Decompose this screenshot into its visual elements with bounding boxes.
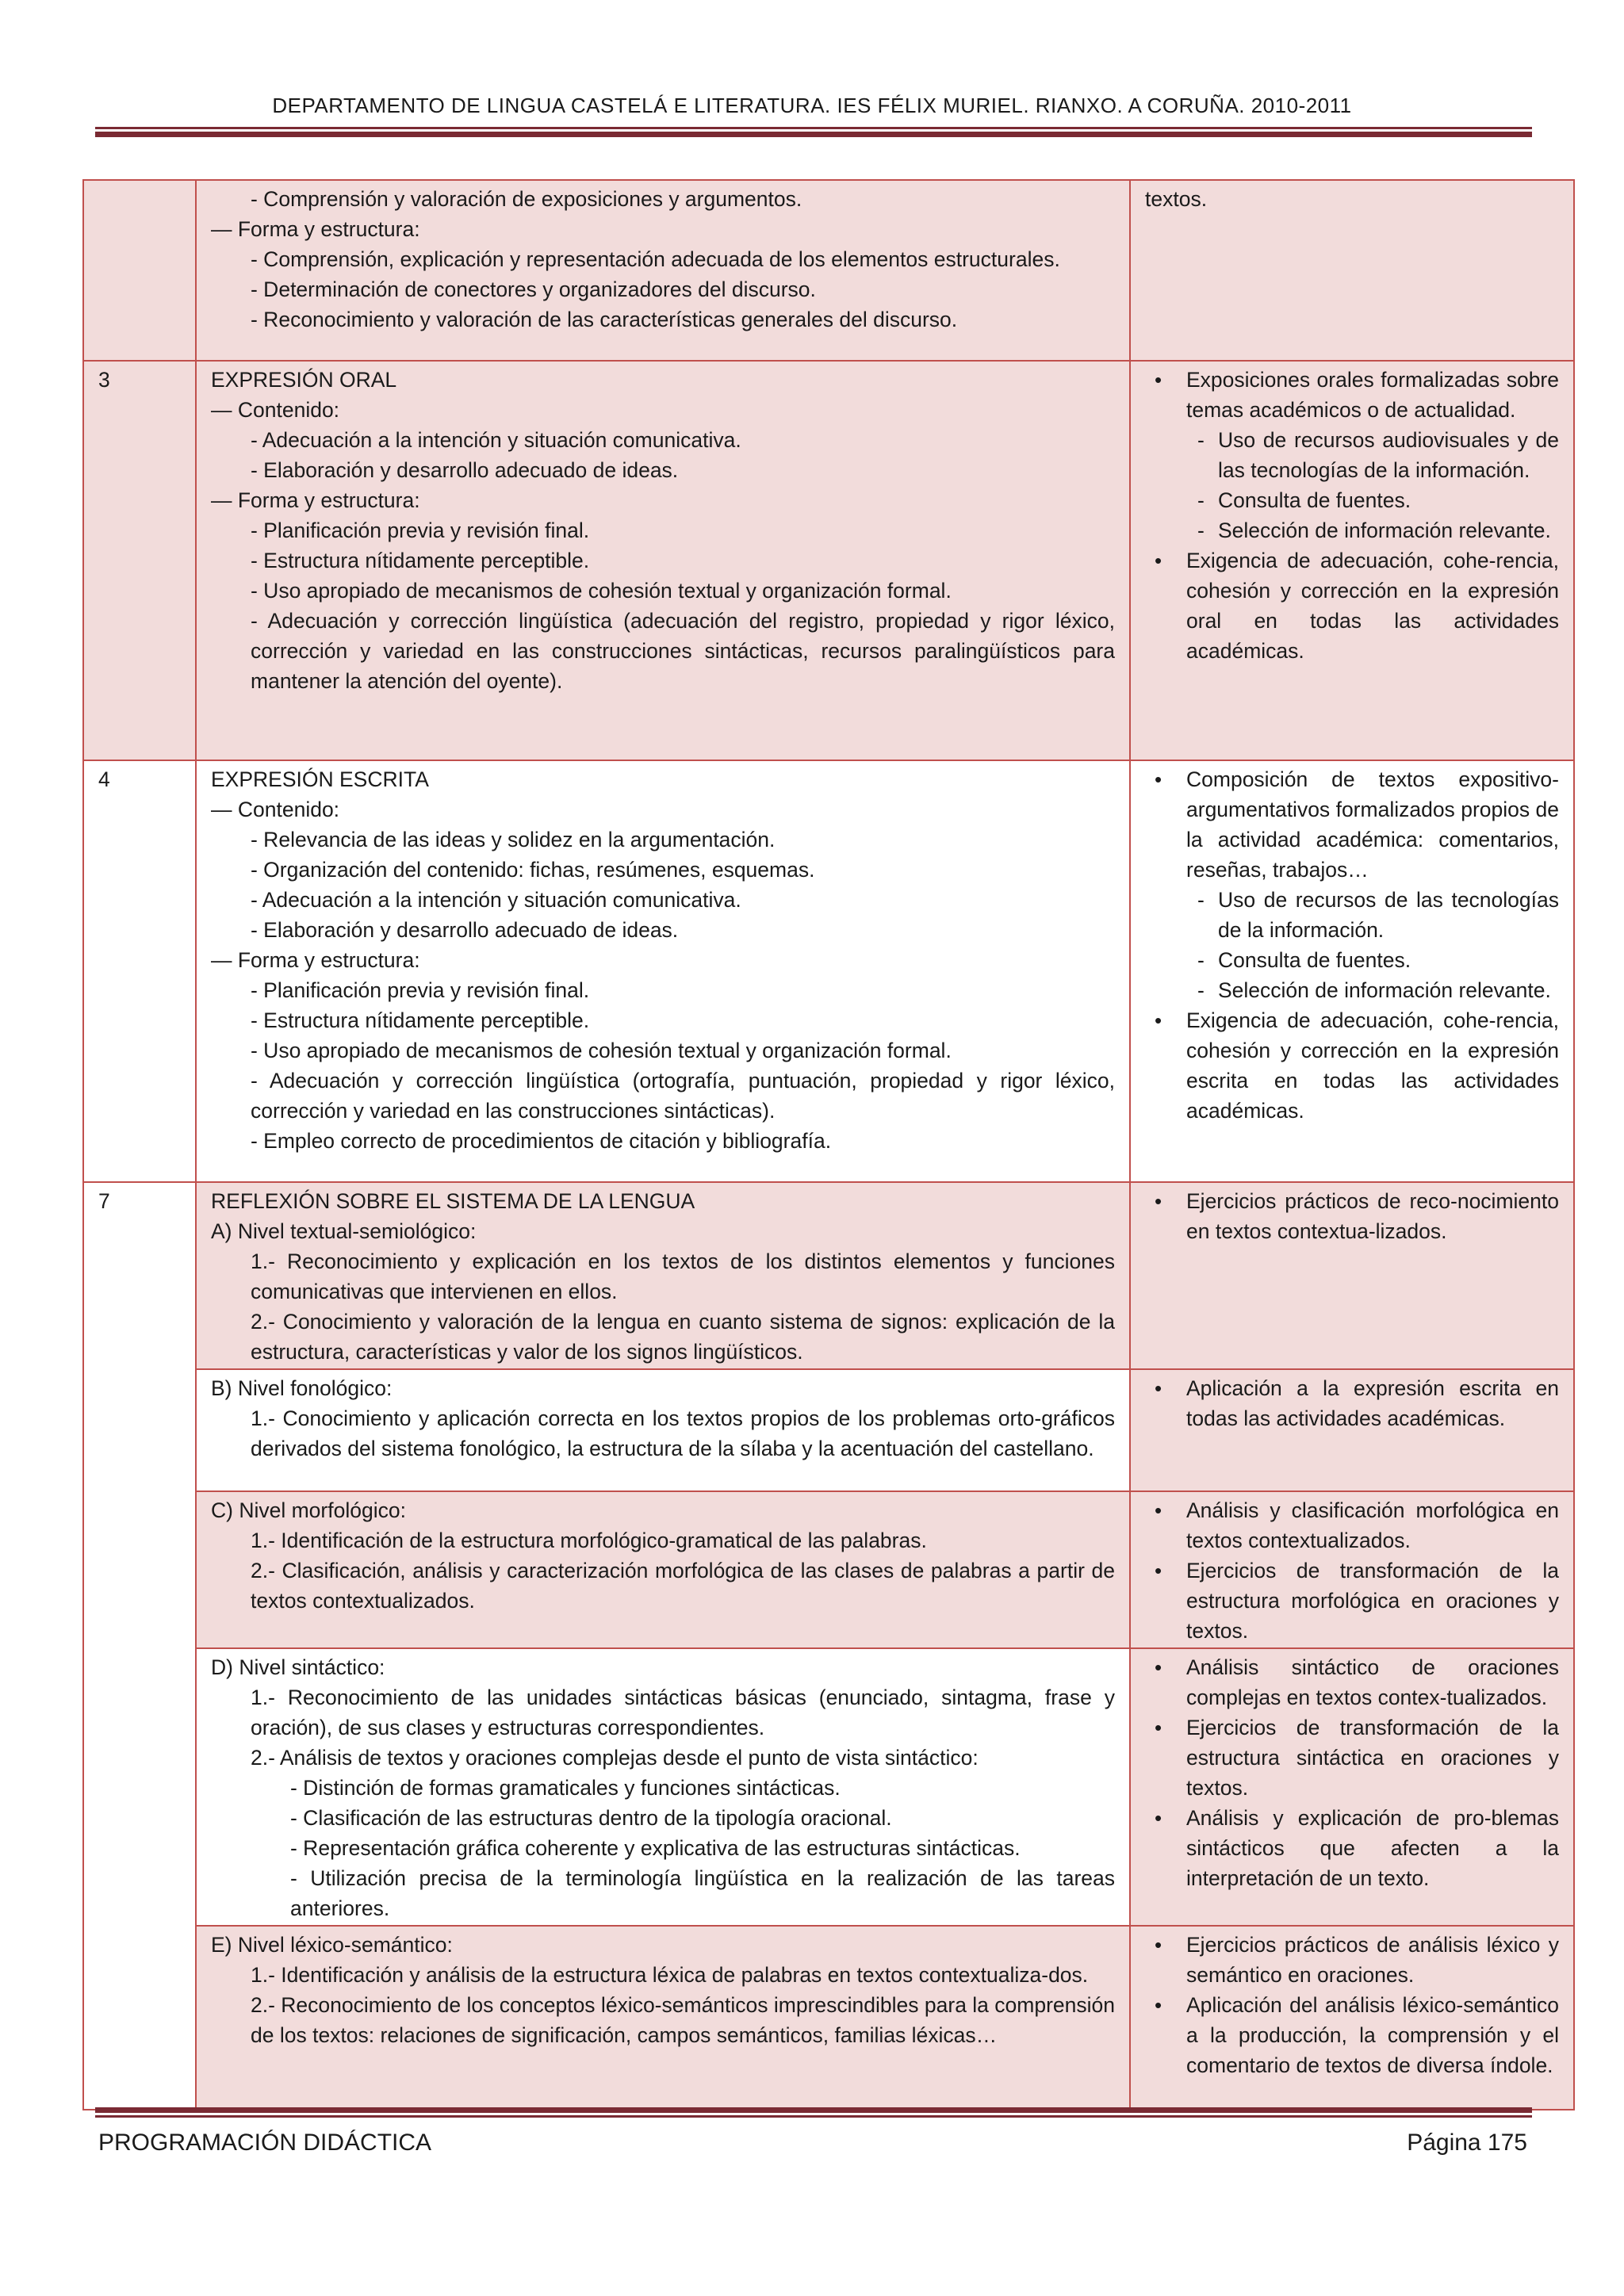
activity-subitem: - Selección de información relevante. [1218,975,1559,1005]
activity-item [1186,1990,1559,2080]
activity-item-text: Análisis y explicación de pro-blemas sintácticos que afecten a la interpretación de un texto. [1186,1806,1559,1890]
content-line: - Adecuación y corrección lingüística (adecuación del registro, propiedad y rigor léxico, corrección y variedad en las construcciones sintácticas, recursos paralingüísticos para mantener la atención del oyente). [251,609,1115,693]
row-number: 7 [83,1182,196,2110]
content-line: — Forma y estructura: [211,948,420,972]
activity-item [1186,1005,1559,1126]
contents-cell [196,1182,1130,1369]
activity-subitem: - Selección de información relevante. [1218,515,1559,545]
table-row [83,180,1574,361]
footer-page-number: Página 175 [1407,2130,1527,2156]
content-line: - Planificación previa y revisión final. [251,978,590,1002]
activity-item [1186,1373,1559,1433]
activities-cell [1130,1491,1574,1648]
contents-cell [196,180,1130,361]
activity-sublist [1186,425,1559,545]
activity-item [1186,1652,1559,1712]
header-rule-thick [95,132,1532,137]
content-line: 1.- Reconocimiento y explicación en los textos de los distintos elementos y funciones comunicativas que intervienen en ellos. [251,1249,1115,1303]
activity-item-text: Ejercicios de transformación de la estructura morfológica en oraciones y textos. [1186,1559,1559,1643]
content-line: - Elaboración y desarrollo adecuado de ideas. [251,458,679,482]
table-row [83,1491,1574,1648]
activity-item-text: Aplicación del análisis léxico-semántico a la producción, la comprensión y el comentario de textos de diversa índole. [1186,1993,1559,2077]
content-line: 2.- Conocimiento y valoración de la lengua en cuanto sistema de signos: explicación de la estructura, características y valor de los signos lingüísticos. [251,1310,1115,1364]
content-line: - Estructura nítidamente perceptible. [251,549,590,572]
page-header-title: DEPARTAMENTO DE LINGUA CASTELÁ E LITERATURA. IES FÉLIX MURIEL. RIANXO. A CORUÑA. 2010-2011 [272,94,1352,117]
content-line: - Comprensión y valoración de exposiciones y argumentos. [251,187,802,211]
content-line: D) Nivel sintáctico: [211,1655,385,1679]
activities-list [1145,1495,1559,1646]
activity-item [1186,1803,1559,1893]
content-line: 1.- Identificación de la estructura morfológico-gramatical de las palabras. [251,1529,927,1552]
activity-item-text: Composición de textos expositivo-argumentativos formalizados propios de la actividad académica: comentarios, reseñas, trabajos… [1186,767,1559,882]
activities-cell [1130,1648,1574,1926]
content-line: 2.- Análisis de textos y oraciones complejas desde el punto de vista sintáctico: [251,1746,979,1770]
row-number: 4 [83,760,196,1182]
content-line: - Estructura nítidamente perceptible. [251,1008,590,1032]
footer-document-title: PROGRAMACIÓN DIDÁCTICA [98,2130,432,2156]
content-line: B) Nivel fonológico: [211,1376,393,1400]
content-line: C) Nivel morfológico: [211,1498,406,1522]
table-row [83,361,1574,760]
row-number [83,180,196,361]
activities-list [1145,1652,1559,1893]
content-line: 2.- Reconocimiento de los conceptos léxico-semánticos imprescindibles para la comprensión de los textos: relaciones de significación, campos semánticos, familias léxicas… [251,1993,1115,2047]
content-line: — Contenido: [211,398,340,422]
content-line: — Forma y estructura: [211,488,420,512]
content-line: - Clasificación de las estructuras dentro de la tipología oracional. [290,1806,892,1830]
activity-item [1186,1930,1559,1990]
activities-cell [1130,1182,1574,1369]
table-row [83,1926,1574,2110]
activity-item-text: Aplicación a la expresión escrita en todas las actividades académicas. [1186,1376,1559,1430]
content-line: REFLEXIÓN SOBRE EL SISTEMA DE LA LENGUA [211,1189,695,1213]
activity-subitem: - Uso de recursos de las tecnologías de la información. [1218,885,1559,945]
table-row [83,1182,1574,1369]
activity-item [1186,545,1559,666]
content-line: - Organización del contenido: fichas, resúmenes, esquemas. [251,858,815,882]
content-line: — Contenido: [211,798,340,821]
content-line: - Distinción de formas gramaticales y funciones sintácticas. [290,1776,841,1800]
content-line: - Reconocimiento y valoración de las características generales del discurso. [251,308,958,331]
activity-item-text: Exigencia de adecuación, cohe-rencia, cohesión y corrección en la expresión escrita en todas las actividades académicas. [1186,1008,1559,1123]
content-line: - Uso apropiado de mecanismos de cohesión textual y organización formal. [251,1039,952,1062]
content-line: - Uso apropiado de mecanismos de cohesión textual y organización formal. [251,579,952,603]
activity-item [1186,365,1559,545]
activity-text: textos. [1145,187,1208,211]
content-line: — Forma y estructura: [211,217,420,241]
activity-subitem: - Consulta de fuentes. [1218,945,1559,975]
table-row [83,1648,1574,1926]
activities-list [1145,1186,1559,1246]
activities-list [1145,365,1559,666]
content-line: EXPRESIÓN ESCRITA [211,767,429,791]
contents-cell [196,1648,1130,1926]
activities-cell [1130,760,1574,1182]
activity-item [1186,764,1559,1005]
activity-item-text: Ejercicios prácticos de análisis léxico y semántico en oraciones. [1186,1933,1559,1987]
activity-sublist [1186,885,1559,1005]
contents-cell [196,1491,1130,1648]
content-line: - Adecuación a la intención y situación comunicativa. [251,888,741,912]
contents-cell [196,1926,1130,2110]
footer-rule-thin [95,2115,1532,2118]
content-line: - Adecuación a la intención y situación comunicativa. [251,428,741,452]
activity-item-text: Ejercicios prácticos de reco-nocimiento en textos contextua-lizados. [1186,1189,1559,1243]
activity-item-text: Exposiciones orales formalizadas sobre temas académicos o de actualidad. [1186,368,1559,422]
content-table [82,179,1575,2110]
content-line: - Relevancia de las ideas y solidez en la argumentación. [251,828,776,851]
contents-cell [196,1369,1130,1491]
row-number: 3 [83,361,196,760]
footer-rule-thick [95,2107,1532,2113]
content-line: - Planificación previa y revisión final. [251,519,590,542]
content-line: EXPRESIÓN ORAL [211,368,397,392]
content-line: - Representación gráfica coherente y explicativa de las estructuras sintácticas. [290,1836,1021,1860]
activities-cell [1130,1926,1574,2110]
content-line: E) Nivel léxico-semántico: [211,1933,453,1957]
content-line: - Empleo correcto de procedimientos de citación y bibliografía. [251,1129,832,1153]
activity-subitem: - Uso de recursos audiovisuales y de las tecnologías de la información. [1218,425,1559,485]
activities-list [1145,764,1559,1126]
activity-item-text: Análisis y clasificación morfológica en textos contextualizados. [1186,1498,1559,1552]
content-line: 1.- Conocimiento y aplicación correcta en los textos propios de los problemas orto-gráficos derivados del sistema fonológico, la estructura de la sílaba y la acentuación del castellano. [251,1406,1115,1460]
activities-cell [1130,180,1574,361]
header-rule-thin [95,127,1532,129]
content-line: - Utilización precisa de la terminología lingüística en la realización de las tareas anteriores. [290,1866,1115,1920]
table-row [83,1369,1574,1491]
contents-cell [196,760,1130,1182]
content-line: - Elaboración y desarrollo adecuado de ideas. [251,918,679,942]
content-line: 2.- Clasificación, análisis y caracterización morfológica de las clases de palabras a partir de textos contextualizados. [251,1559,1115,1613]
activity-item [1186,1556,1559,1646]
activity-item [1186,1495,1559,1556]
activity-item-text: Ejercicios de transformación de la estructura sintáctica en oraciones y textos. [1186,1716,1559,1800]
activities-list [1145,1373,1559,1433]
contents-cell [196,361,1130,760]
activities-list [1145,1930,1559,2080]
content-line: 1.- Identificación y análisis de la estructura léxica de palabras en textos contextualiza-dos. [251,1963,1089,1987]
activity-item [1186,1712,1559,1803]
activities-cell [1130,1369,1574,1491]
activity-subitem: - Consulta de fuentes. [1218,485,1559,515]
content-line: - Determinación de conectores y organizadores del discurso. [251,277,816,301]
content-line: - Adecuación y corrección lingüística (ortografía, puntuación, propiedad y rigor léxico, corrección y variedad en las construcciones sintácticas). [251,1069,1115,1123]
activities-cell [1130,361,1574,760]
activity-item-text: Exigencia de adecuación, cohe-rencia, cohesión y corrección en la expresión oral en todas las actividades académicas. [1186,549,1559,663]
table-row [83,760,1574,1182]
content-line: 1.- Reconocimiento de las unidades sintácticas básicas (enunciado, sintagma, frase y oración), de sus clases y estructuras correspondientes. [251,1686,1115,1739]
content-line: - Comprensión, explicación y representación adecuada de los elementos estructurales. [251,247,1060,271]
activity-item [1186,1186,1559,1246]
content-line: A) Nivel textual-semiológico: [211,1219,477,1243]
activity-item-text: Análisis sintáctico de oraciones complejas en textos contex-tualizados. [1186,1655,1559,1709]
